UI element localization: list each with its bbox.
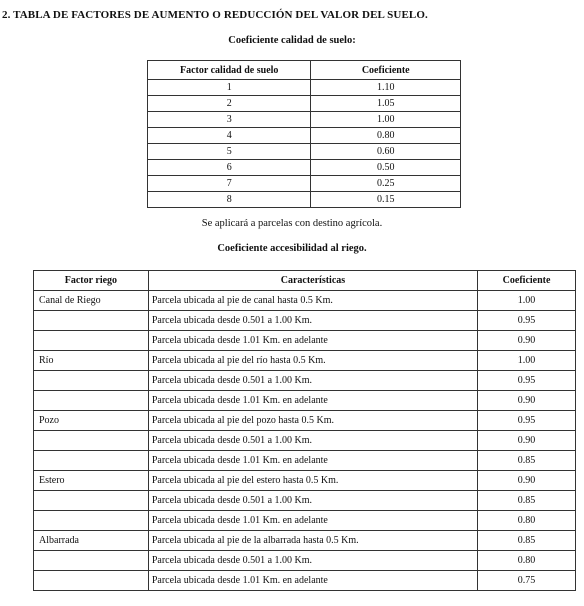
irrigation-characteristic-cell: Parcela ubicada desde 0.501 a 1.00 Km. bbox=[148, 311, 477, 331]
irrigation-coefficient-cell: 0.90 bbox=[478, 391, 576, 411]
irrigation-subtitle: Coeficiente accesibilidad al riego. bbox=[217, 243, 367, 254]
irrigation-coefficient-cell: 0.85 bbox=[478, 451, 576, 471]
soil-quality-subtitle: Coeficiente calidad de suelo: bbox=[228, 35, 356, 46]
table-row bbox=[34, 331, 576, 351]
table-row bbox=[34, 291, 576, 311]
table-row bbox=[34, 531, 576, 551]
table-row bbox=[148, 192, 461, 208]
table-row bbox=[34, 571, 576, 591]
table-row bbox=[34, 451, 576, 471]
irrigation-characteristic-cell: Parcela ubicada desde 1.01 Km. en adelante bbox=[148, 391, 477, 411]
column-header: Factor riego bbox=[34, 271, 149, 291]
irrigation-characteristic-cell: Parcela ubicada desde 1.01 Km. en adelante bbox=[148, 511, 477, 531]
soil-factor-cell: 8 bbox=[148, 192, 311, 208]
soil-coefficient-cell: 1.05 bbox=[311, 96, 461, 112]
soil-factor-cell: 6 bbox=[148, 160, 311, 176]
irrigation-factor-cell bbox=[34, 491, 149, 511]
table-row bbox=[148, 160, 461, 176]
irrigation-characteristic-cell: Parcela ubicada desde 0.501 a 1.00 Km. bbox=[148, 431, 477, 451]
table-row bbox=[34, 411, 576, 431]
soil-factor-cell: 1 bbox=[148, 80, 311, 96]
soil-coefficient-cell: 0.50 bbox=[311, 160, 461, 176]
irrigation-characteristic-cell: Parcela ubicada desde 1.01 Km. en adelante bbox=[148, 571, 477, 591]
irrigation-characteristic-cell: Parcela ubicada al pie de canal hasta 0.5 Km. bbox=[148, 291, 477, 311]
soil-factor-cell: 2 bbox=[148, 96, 311, 112]
irrigation-factor-cell bbox=[34, 311, 149, 331]
irrigation-table bbox=[33, 270, 576, 591]
irrigation-coefficient-cell: 0.85 bbox=[478, 491, 576, 511]
irrigation-characteristic-cell: Parcela ubicada al pie del río hasta 0.5 Km. bbox=[148, 351, 477, 371]
table-row bbox=[34, 491, 576, 511]
section-title: 2. TABLA DE FACTORES DE AUMENTO O REDUCCIÓN DEL VALOR DEL SUELO. bbox=[2, 9, 428, 21]
irrigation-coefficient-cell: 0.85 bbox=[478, 531, 576, 551]
soil-coefficient-cell: 1.00 bbox=[311, 112, 461, 128]
irrigation-factor-cell bbox=[34, 551, 149, 571]
table-row bbox=[34, 551, 576, 571]
irrigation-coefficient-cell: 1.00 bbox=[478, 291, 576, 311]
soil-factor-cell: 4 bbox=[148, 128, 311, 144]
column-header: Características bbox=[148, 271, 477, 291]
table-row bbox=[34, 351, 576, 371]
table-row bbox=[34, 431, 576, 451]
soil-coefficient-cell: 0.25 bbox=[311, 176, 461, 192]
soil-factor-cell: 5 bbox=[148, 144, 311, 160]
table-row bbox=[148, 80, 461, 96]
irrigation-coefficient-cell: 0.90 bbox=[478, 331, 576, 351]
soil-factor-cell: 7 bbox=[148, 176, 311, 192]
soil-coefficient-cell: 0.60 bbox=[311, 144, 461, 160]
irrigation-characteristic-cell: Parcela ubicada desde 1.01 Km. en adelante bbox=[148, 451, 477, 471]
column-header: Factor calidad de suelo bbox=[148, 61, 311, 80]
table-row bbox=[148, 112, 461, 128]
table-row bbox=[34, 311, 576, 331]
column-header: Coeficiente bbox=[311, 61, 461, 80]
irrigation-factor-cell: Río bbox=[34, 351, 149, 371]
irrigation-coefficient-cell: 0.80 bbox=[478, 511, 576, 531]
soil-factor-cell: 3 bbox=[148, 112, 311, 128]
table-row bbox=[34, 371, 576, 391]
irrigation-factor-cell bbox=[34, 431, 149, 451]
irrigation-coefficient-cell: 0.95 bbox=[478, 311, 576, 331]
irrigation-coefficient-cell: 0.80 bbox=[478, 551, 576, 571]
irrigation-characteristic-cell: Parcela ubicada desde 0.501 a 1.00 Km. bbox=[148, 491, 477, 511]
irrigation-characteristic-cell: Parcela ubicada al pie del pozo hasta 0.5 Km. bbox=[148, 411, 477, 431]
irrigation-coefficient-cell: 0.75 bbox=[478, 571, 576, 591]
irrigation-characteristic-cell: Parcela ubicada desde 1.01 Km. en adelante bbox=[148, 331, 477, 351]
irrigation-factor-cell bbox=[34, 371, 149, 391]
irrigation-factor-cell: Estero bbox=[34, 471, 149, 491]
irrigation-characteristic-cell: Parcela ubicada desde 0.501 a 1.00 Km. bbox=[148, 551, 477, 571]
irrigation-factor-cell: Albarrada bbox=[34, 531, 149, 551]
irrigation-coefficient-cell: 0.90 bbox=[478, 471, 576, 491]
irrigation-factor-cell bbox=[34, 571, 149, 591]
soil-coefficient-cell: 0.15 bbox=[311, 192, 461, 208]
soil-coefficient-cell: 0.80 bbox=[311, 128, 461, 144]
table-header-row bbox=[34, 271, 576, 291]
irrigation-factor-cell bbox=[34, 391, 149, 411]
irrigation-characteristic-cell: Parcela ubicada desde 0.501 a 1.00 Km. bbox=[148, 371, 477, 391]
irrigation-factor-cell bbox=[34, 331, 149, 351]
table-row bbox=[148, 96, 461, 112]
column-header: Coeficiente bbox=[478, 271, 576, 291]
irrigation-coefficient-cell: 0.90 bbox=[478, 431, 576, 451]
irrigation-factor-cell: Pozo bbox=[34, 411, 149, 431]
soil-quality-note: Se aplicará a parcelas con destino agrícola. bbox=[201, 218, 383, 229]
irrigation-characteristic-cell: Parcela ubicada al pie del estero hasta 0.5 Km. bbox=[148, 471, 477, 491]
irrigation-coefficient-cell: 0.95 bbox=[478, 411, 576, 431]
soil-quality-table bbox=[147, 60, 461, 208]
table-row bbox=[148, 176, 461, 192]
table-row bbox=[34, 511, 576, 531]
irrigation-factor-cell bbox=[34, 511, 149, 531]
table-row bbox=[34, 391, 576, 411]
irrigation-factor-cell: Canal de Riego bbox=[34, 291, 149, 311]
irrigation-coefficient-cell: 1.00 bbox=[478, 351, 576, 371]
irrigation-characteristic-cell: Parcela ubicada al pie de la albarrada hasta 0.5 Km. bbox=[148, 531, 477, 551]
table-header-row bbox=[148, 61, 461, 80]
irrigation-factor-cell bbox=[34, 451, 149, 471]
table-row bbox=[148, 128, 461, 144]
table-row bbox=[34, 471, 576, 491]
table-row bbox=[148, 144, 461, 160]
soil-coefficient-cell: 1.10 bbox=[311, 80, 461, 96]
irrigation-coefficient-cell: 0.95 bbox=[478, 371, 576, 391]
